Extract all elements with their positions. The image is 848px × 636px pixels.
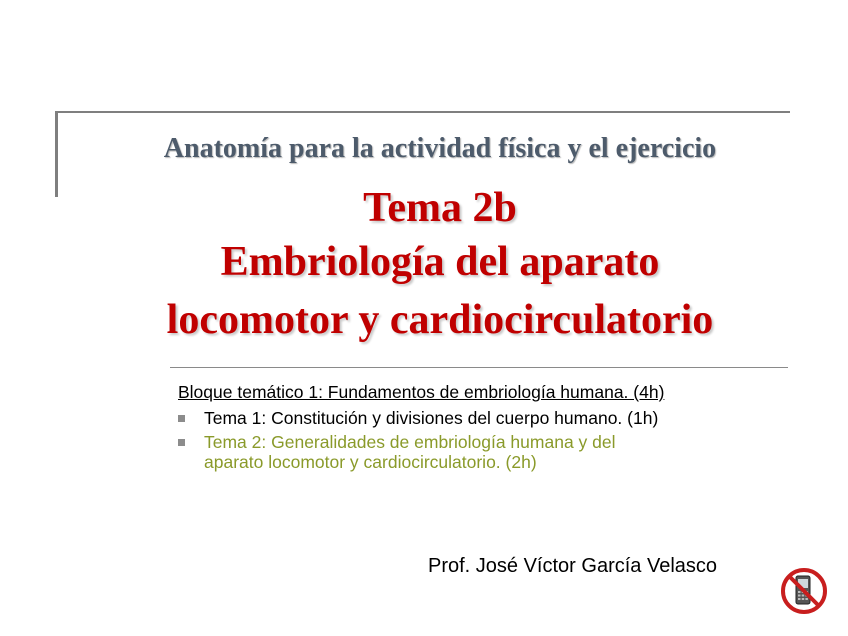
- square-bullet-icon: [178, 415, 185, 422]
- block-heading: Bloque temático 1: Fundamentos de embriología humana. (4h): [178, 382, 665, 402]
- list-item-text: [204, 432, 616, 472]
- list-item-text-line-2: aparato locomotor y cardiocirculatorio. (2h): [204, 452, 537, 472]
- slide-title-line-1: Tema 2b: [363, 185, 517, 231]
- divider: [170, 367, 788, 368]
- author-name: Prof. José Víctor García Velasco: [428, 555, 718, 577]
- slide-title-line-3: locomotor y cardiocirculatorio: [166, 297, 714, 343]
- frame-top-line: [56, 111, 790, 113]
- list-item-text: Tema 1: Constitución y divisiones del cuerpo humano. (1h): [204, 408, 659, 428]
- list-item-text-line-1: Tema 2: Generalidades de embriología humana y del: [204, 432, 616, 452]
- square-bullet-icon: [178, 439, 185, 446]
- course-subtitle: Anatomía para la actividad física y el ejercicio: [163, 133, 717, 164]
- no-mobile-phone-icon: [779, 566, 829, 616]
- slide-title-line-2: Embriología del aparato: [220, 239, 660, 285]
